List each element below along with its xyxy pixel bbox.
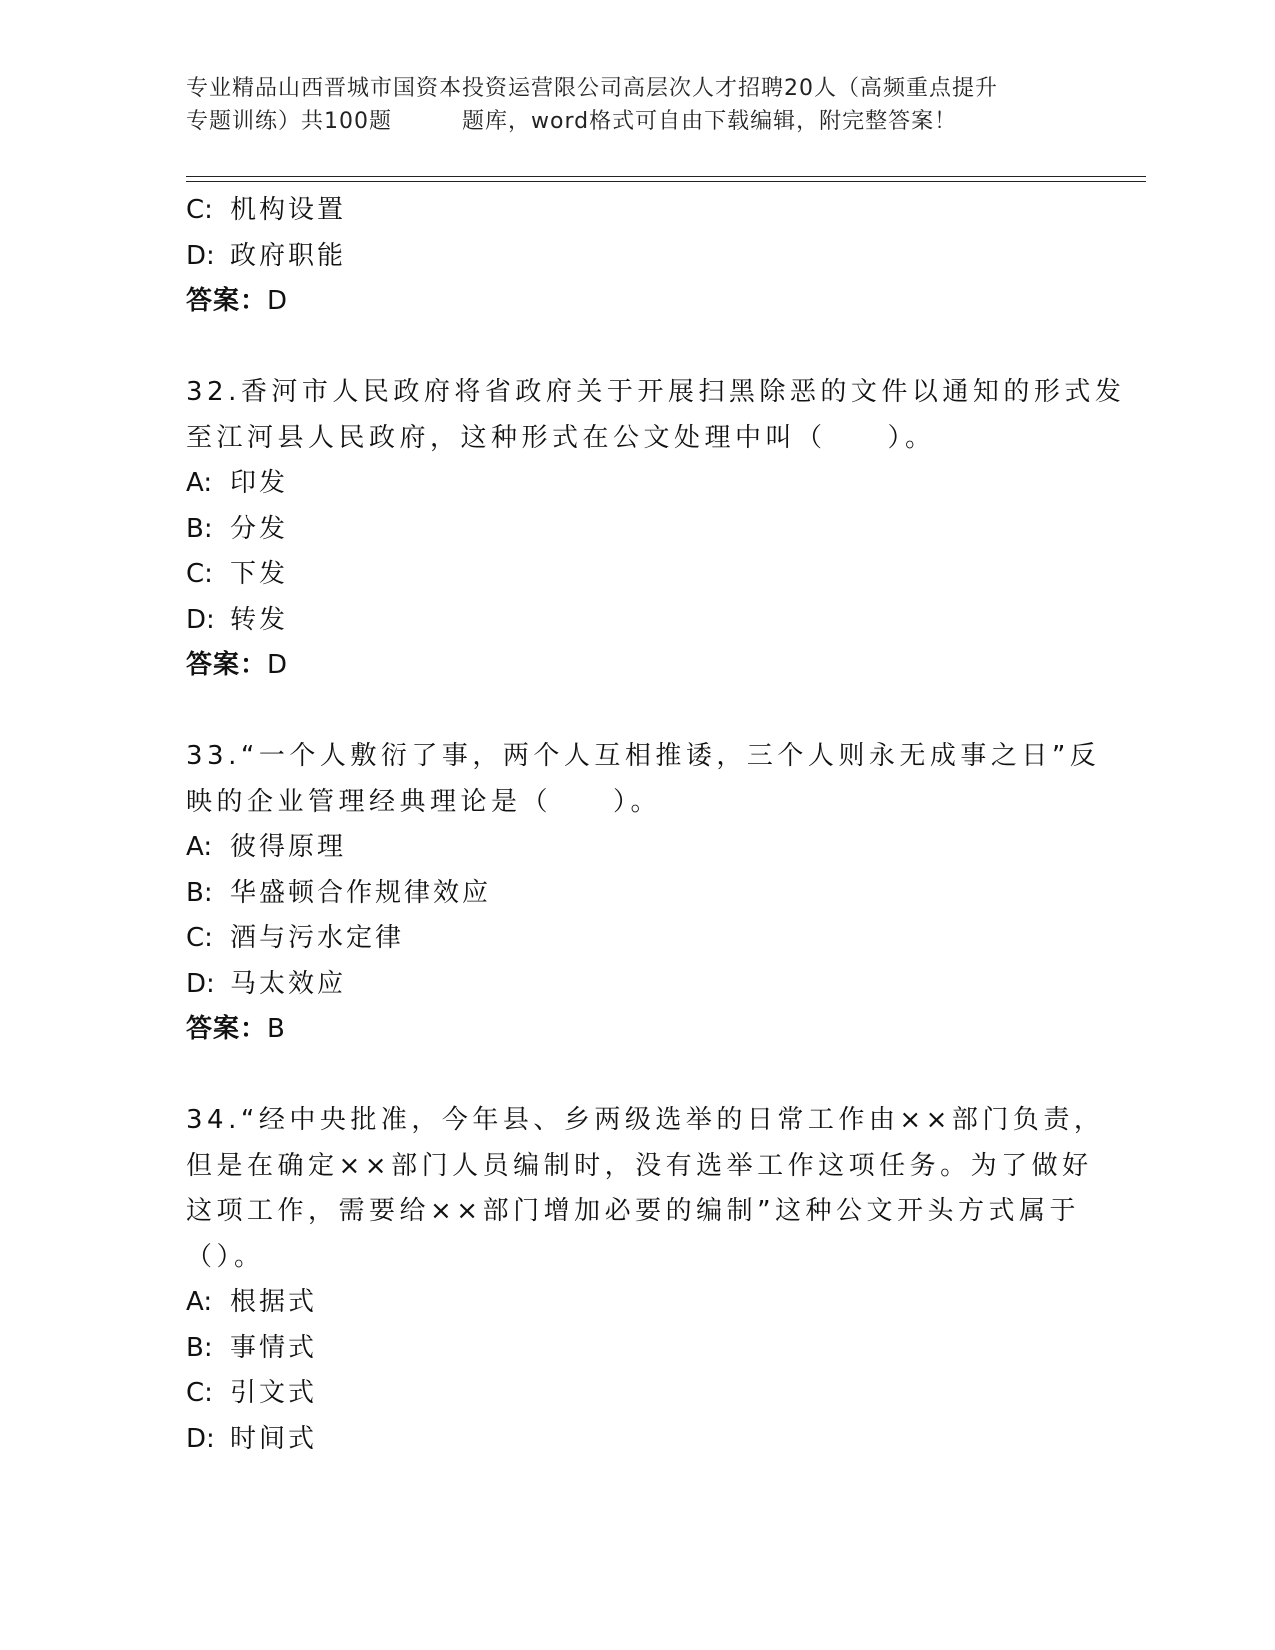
header-divider-bottom bbox=[186, 181, 1146, 182]
page-header bbox=[186, 72, 1086, 138]
question-stem-line: 映的企业管理经典理论是（ ）。 bbox=[186, 786, 662, 817]
question-31-tail bbox=[186, 188, 1086, 325]
option-key: D: bbox=[186, 1423, 215, 1454]
option-a bbox=[186, 1280, 1086, 1326]
question-stem-line: 33.“一个人敷衍了事，两个人互相推诿，三个人则永无成事之日”反 bbox=[186, 741, 1101, 771]
option-b bbox=[186, 1326, 1086, 1372]
option-key: D: bbox=[186, 968, 215, 999]
question-stem-line: （）。 bbox=[186, 1241, 265, 1272]
answer-line bbox=[186, 279, 1086, 325]
answer-label: 答案： bbox=[186, 1014, 268, 1044]
answer-label: 答案： bbox=[186, 650, 268, 680]
header-title-part-2: 题库，word格式可自由下载编辑，附完整答案！ bbox=[462, 109, 958, 134]
option-key: D: bbox=[186, 604, 215, 635]
question-stem-line: 34.“经中央批准，今年县、乡两级选举的日常工作由××部门负责， bbox=[186, 1105, 1105, 1135]
header-divider-top bbox=[186, 176, 1146, 177]
option-c bbox=[186, 552, 1086, 598]
option-a bbox=[186, 461, 1086, 507]
question-33 bbox=[186, 734, 1101, 1053]
question-34 bbox=[186, 1098, 1105, 1462]
option-text: 转发 bbox=[230, 604, 289, 635]
answer-label: 答案： bbox=[186, 286, 268, 316]
option-text: 下发 bbox=[230, 559, 289, 589]
option-c bbox=[186, 188, 1086, 234]
question-32 bbox=[186, 370, 1126, 689]
option-text: 酒与污水定律 bbox=[230, 923, 405, 953]
header-title-line-1: 专业精品山西晋城市国资本投资运营限公司高层次人才招聘20人（高频重点提升 bbox=[186, 76, 998, 101]
option-text: 马太效应 bbox=[230, 968, 347, 999]
option-d bbox=[186, 598, 1086, 644]
option-b bbox=[186, 871, 1086, 917]
option-key: C: bbox=[186, 559, 213, 589]
question-stem-line: 32.香河市人民政府将省政府关于开展扫黑除恶的文件以通知的形式发 bbox=[186, 377, 1126, 407]
header-title-part-1: 专题训练）共100题 bbox=[186, 109, 392, 134]
question-stem-line: 这项工作，需要给××部门增加必要的编制”这种公文开头方式属于 bbox=[186, 1196, 1081, 1226]
answer-value: D bbox=[267, 286, 289, 316]
option-c bbox=[186, 916, 1086, 962]
option-key: B: bbox=[186, 877, 213, 908]
option-key: A: bbox=[186, 468, 213, 498]
option-text: 引文式 bbox=[230, 1378, 318, 1408]
option-a bbox=[186, 825, 1086, 871]
option-b bbox=[186, 507, 1086, 553]
option-key: A: bbox=[186, 1287, 213, 1317]
answer-value: D bbox=[267, 650, 289, 680]
header-title-line-2 bbox=[186, 105, 1086, 138]
option-key: C: bbox=[186, 1378, 213, 1408]
option-text: 根据式 bbox=[230, 1287, 318, 1317]
option-text: 政府职能 bbox=[230, 240, 347, 271]
option-d bbox=[186, 234, 1086, 280]
question-stem-line: 但是在确定××部门人员编制时，没有选举工作这项任务。为了做好 bbox=[186, 1150, 1093, 1181]
option-text: 彼得原理 bbox=[230, 832, 347, 862]
option-key: B: bbox=[186, 513, 213, 544]
option-c bbox=[186, 1371, 1086, 1417]
option-key: D: bbox=[186, 240, 215, 271]
option-text: 事情式 bbox=[230, 1332, 318, 1363]
question-stem-line: 至江河县人民政府，这种形式在公文处理中叫（ ）。 bbox=[186, 422, 936, 453]
question-list bbox=[186, 188, 1126, 1462]
option-d bbox=[186, 962, 1086, 1008]
answer-line bbox=[186, 643, 1086, 689]
answer-value: B bbox=[267, 1014, 286, 1044]
option-d bbox=[186, 1417, 1086, 1463]
option-text: 机构设置 bbox=[230, 195, 347, 225]
option-text: 时间式 bbox=[230, 1423, 318, 1454]
option-key: A: bbox=[186, 832, 213, 862]
option-text: 华盛顿合作规律效应 bbox=[230, 877, 492, 908]
option-text: 印发 bbox=[230, 468, 289, 498]
answer-line bbox=[186, 1007, 1086, 1053]
option-text: 分发 bbox=[230, 513, 289, 544]
option-key: B: bbox=[186, 1332, 213, 1363]
option-key: C: bbox=[186, 195, 213, 225]
option-key: C: bbox=[186, 923, 213, 953]
